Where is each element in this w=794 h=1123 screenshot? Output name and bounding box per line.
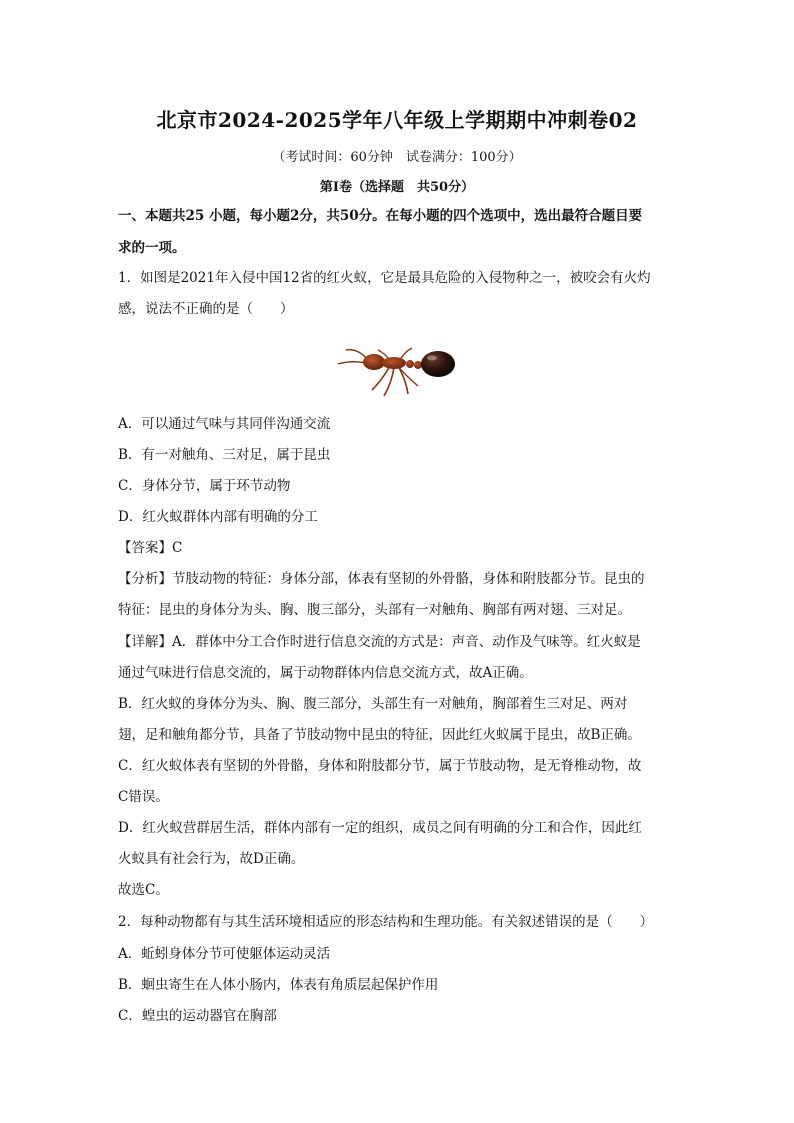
q1-detail-line-7: D．红火蚁营群居生活，群体内部有一定的组织，成员之间有明确的分工和合作，因此红 [118,820,642,836]
exam-subtitle: （考试时间：60分钟 试卷满分：100分） [272,150,522,165]
instructions-line-2: 求的一项。 [118,240,186,256]
exam-title: 北京市2024-2025学年八年级上学期期中冲刺卷02 [156,108,638,132]
q2-option-b: B．蛔虫寄生在人体小肠内，体表有角质层起保护作用 [118,977,439,993]
fire-ant-image [328,330,466,402]
q2-stem: 2．每种动物都有与其生活环境相适应的形态结构和生理功能。有关叙述错误的是（ ） [118,914,654,930]
q1-answer: 【答案】C [118,540,183,556]
q1-detail-line-2: 通过气味进行信息交流的，属于动物群体内信息交流方式，故A正确。 [118,665,533,681]
q1-detail-line-6: C错误。 [118,789,169,805]
instructions-line-1: 一、本题共25 小题，每小题2分，共50分。在每小题的四个选项中，选出最符合题目要 [118,208,643,224]
q1-option-c: C．身体分节，属于环节动物 [118,478,291,494]
q1-detail-line-3: B．红火蚁的身体分为头、胸、腹三部分，头部生有一对触角，胸部着生三对足、两对 [118,696,628,712]
q2-option-c: C．蝗虫的运动器官在胸部 [118,1008,277,1024]
q1-option-b: B．有一对触角、三对足，属于昆虫 [118,447,331,463]
q2-option-a: A．蚯蚓身体分节可使躯体运动灵活 [118,946,331,962]
section-heading: 第Ⅰ卷（选择题 共50分） [319,180,475,195]
q1-option-d: D．红火蚁群体内部有明确的分工 [118,509,318,525]
q1-stem-line-1: 1．如图是2021年入侵中国12省的红火蚁，它是最具危险的入侵物种之一，被咬会有火灼 [118,270,651,286]
q1-detail-line-1: 【详解】A．群体中分工合作时进行信息交流的方式是：声音、动作及气味等。红火蚁是 [118,634,641,650]
q1-analysis-line-1: 【分析】节肢动物的特征：身体分部，体表有坚韧的外骨骼，身体和附肢都分节。昆虫的 [118,571,645,587]
q1-analysis-line-2: 特征：昆虫的身体分为头、胸、腹三部分，头部有一对触角、胸部有两对翅、三对足。 [118,602,631,618]
q1-stem-line-2: 感，说法不正确的是（ ） [118,301,294,317]
q1-detail-line-8: 火蚁具有社会行为，故D正确。 [118,851,305,867]
q1-option-a: A．可以通过气味与其同伴沟通交流 [118,416,331,432]
q1-detail-line-5: C．红火蚁体表有坚韧的外骨骼，身体和附肢都分节，属于节肢动物，是无脊椎动物，故 [118,758,642,774]
q1-detail-line-9: 故选C。 [118,882,169,898]
q1-detail-line-4: 翅，足和触角都分节，具备了节肢动物中昆虫的特征，因此红火蚁属于昆虫，故B正确。 [118,727,641,743]
